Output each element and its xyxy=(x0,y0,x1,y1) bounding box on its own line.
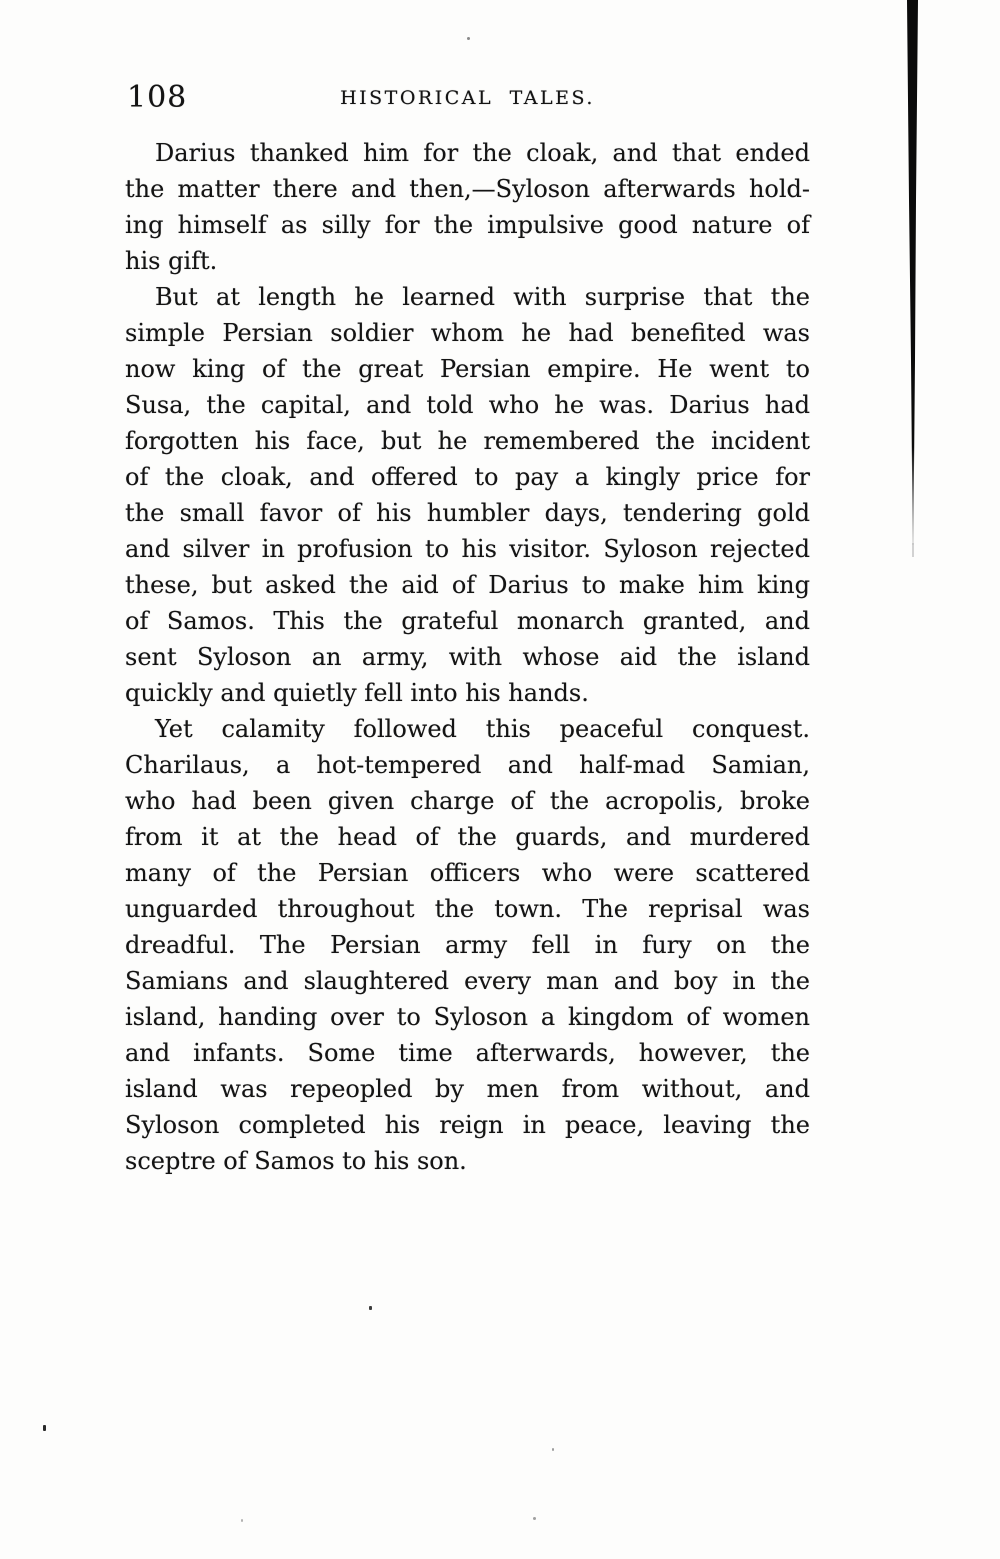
text-line: and silver in profusion to his visitor. Syloson rejected xyxy=(125,535,810,563)
text-line: island was repeopled by men from without, and xyxy=(125,1075,810,1103)
paragraph xyxy=(125,711,810,1179)
text-line: simple Persian soldier whom he had benefited was xyxy=(125,319,810,347)
scan-binding-artifact xyxy=(898,0,924,560)
text-line: But at length he learned with surprise that the xyxy=(155,283,810,311)
text-line: who had been given charge of the acropolis, broke xyxy=(125,787,810,815)
page-text xyxy=(125,135,810,1179)
page-header xyxy=(125,80,810,116)
text-line: sceptre of Samos to his son. xyxy=(125,1147,467,1175)
text-line: and infants. Some time afterwards, however, the xyxy=(125,1039,810,1067)
scan-speck xyxy=(552,1448,554,1451)
scan-speck xyxy=(369,1306,372,1310)
paragraph xyxy=(125,135,810,279)
text-line: sent Syloson an army, with whose aid the island xyxy=(125,643,810,671)
scan-speck xyxy=(467,37,470,40)
text-line: from it at the head of the guards, and murdered xyxy=(125,823,810,851)
scan-speck xyxy=(241,1519,243,1522)
scan-speck xyxy=(533,1517,536,1520)
running-title: HISTORICAL TALES. xyxy=(340,87,595,109)
text-line: Yet calamity followed this peaceful conquest. xyxy=(155,715,810,743)
text-line: ing himself as silly for the impulsive good nature of xyxy=(125,211,810,239)
text-line: Darius thanked him for the cloak, and that ended xyxy=(155,139,810,167)
text-line: island, handing over to Syloson a kingdom of women xyxy=(125,1003,810,1031)
text-line: quickly and quietly fell into his hands. xyxy=(125,679,589,707)
text-line: of Samos. This the grateful monarch granted, and xyxy=(125,607,810,635)
scan-speck xyxy=(43,1425,46,1431)
text-line: dreadful. The Persian army fell in fury on the xyxy=(125,931,810,959)
text-line: the small favor of his humbler days, tendering gold xyxy=(125,499,810,527)
text-line: now king of the great Persian empire. He went to xyxy=(125,355,810,383)
text-line: his gift. xyxy=(125,247,218,275)
text-line: forgotten his face, but he remembered the incident xyxy=(125,427,810,455)
page-number: 108 xyxy=(127,80,188,115)
text-line: unguarded throughout the town. The reprisal was xyxy=(125,895,810,923)
text-line: Samians and slaughtered every man and boy in the xyxy=(125,967,810,995)
text-line: many of the Persian officers who were scattered xyxy=(125,859,810,887)
paragraph xyxy=(125,279,810,711)
text-line: Charilaus, a hot-tempered and half-mad Samian, xyxy=(125,751,810,779)
text-line: Syloson completed his reign in peace, leaving the xyxy=(125,1111,810,1139)
text-line: of the cloak, and offered to pay a kingly price for xyxy=(125,463,810,491)
text-line: these, but asked the aid of Darius to make him king xyxy=(125,571,810,599)
text-line: Susa, the capital, and told who he was. Darius had xyxy=(125,391,810,419)
text-line: the matter there and then,—Syloson afterwards hold- xyxy=(125,175,810,203)
